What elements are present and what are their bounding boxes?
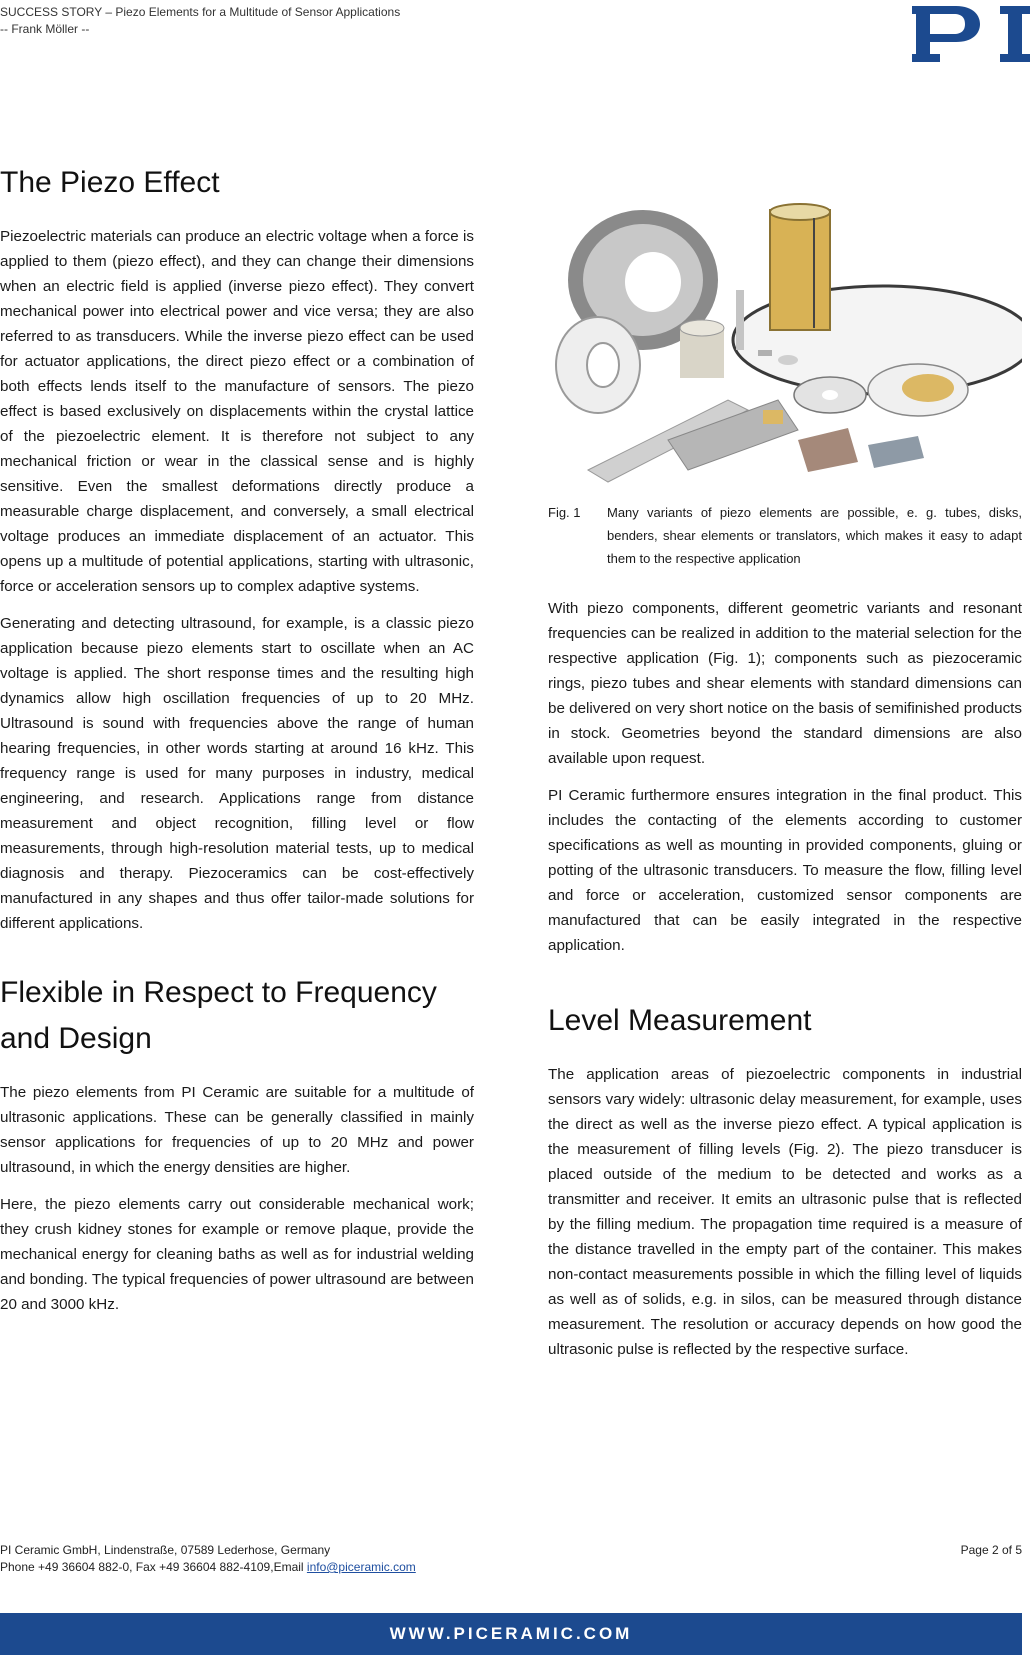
section-heading-flexible: Flexible in Respect to Frequency and Design [0, 976, 437, 1055]
page-footer [0, 1542, 1036, 1576]
right-column [548, 200, 1022, 1374]
paragraph: The application areas of piezoelectric components in industrial sensors vary widely: ultrasonic delay measurement, for example, uses the direct as well as the inverse piezo effect. A typical application is the measurement of filling levels (Fig. 2). The piezo transducer is placed outside of the medium to be detected and works as a transmitter and receiver. It emits an ultrasonic pulse that is reflected by the filling medium. The propagation time required is a measure of the distance travelled in the empty part of the container. This makes non-contact measurements possible in which the filling level of liquids as well as of solids, e.g. in silos, can be measured through distance measurement. The resolution or accuracy depends on how good the ultrasonic pulse is reflected by the respective surface. [548, 1066, 1022, 1358]
paragraph: PI Ceramic furthermore ensures integration in the final product. This includes the contacting of the elements according to customer specifications as well as mounting in provided components, gluing or potting of the ultrasonic transducers. To measure the flow, filling level and force or acceleration, customized sensor components are manufactured that can be easily integrated in the respective application. [548, 787, 1022, 954]
paragraph: With piezo components, different geometric variants and resonant frequencies can be realized in addition to the material selection for the respective application (Fig. 1); components such as piezoceramic rings, piezo tubes and shear elements with standard dimensions can be delivered on very short notice on the basis of semifinished products in stock. Geometries beyond the standard dimensions are also available upon request. [548, 600, 1022, 767]
paragraph: Piezoelectric materials can produce an electric voltage when a force is applied to them (piezo effect), and they can change their dimensions when an electric field is applied (inverse piezo effect). They convert mechanical power into electrical power and vice versa; they are also referred to as transducers. While the inverse piezo effect can be used for actuator applications, the direct piezo effect or a combination of both effects lends itself to the manufacture of sensors. The piezo effect is based exclusively on displacements within the crystal lattice of the piezoelectric element. It is therefore not subject to any mechanical friction or wear in the classical sense and is highly sensitive. Even the smallest deformations directly produce a measurable charge displacement, and conversely, a small electrical voltage produces an immediate displacement of an actuator. This opens up a multitude of potential applications, starting with ultrasonic, force or acceleration sensors up to complex adaptive systems. [0, 228, 474, 595]
page-header [0, 4, 1036, 64]
paragraph: Generating and detecting ultrasound, for example, is a classic piezo application because piezo elements start to oscillate when an AC voltage is applied. The short response times and the resulting high dynamics allow high oscillation frequencies of up to 20 MHz. Ultrasound is sound with frequencies above the range of human hearing frequencies, in other words starting at around 16 kHz. This frequency range is used for many purposes in industry, medical engineering, and research. Applications range from distance measurement and object recognition, filling level or flow measurements, through high-resolution material tests, up to medical diagnosis and therapy. Piezoceramics can be cost-effectively manufactured in any shapes and thus offer tailor-made solutions for different applications. [0, 615, 474, 932]
document-title: SUCCESS STORY – Piezo Elements for a Multitude of Sensor Applications [0, 5, 401, 19]
section-heading-piezo-effect: The Piezo Effect [0, 166, 220, 199]
paragraph: The piezo elements from PI Ceramic are suitable for a multitude of ultrasonic applications. These can be generally classified in mainly sensor applications for frequencies of up to 20 MHz and power ultrasound, in which the energy densities are higher. [0, 1084, 474, 1176]
footer-contact [0, 1559, 1036, 1576]
website-banner: WWW.PICERAMIC.COM [0, 1613, 1022, 1655]
figure-piezo-elements-image [548, 200, 1022, 490]
footer-address: PI Ceramic GmbH, Lindenstraße, 07589 Lederhose, Germany [0, 1543, 331, 1557]
footer-contact-text: Phone +49 36604 882-0, Fax +49 36604 882-4109,Email [0, 1560, 307, 1574]
section-heading-level-measurement: Level Measurement [548, 1004, 812, 1037]
figure-number: Fig. 1 [548, 505, 581, 520]
author-line: -- Frank Möller -- [0, 22, 90, 36]
left-column [0, 160, 474, 1329]
figure-caption [548, 501, 1022, 570]
pi-logo [912, 4, 1036, 64]
figure-caption-text: Many variants of piezo elements are possible, e. g. tubes, disks, benders, shear elements or translators, which makes it easy to adapt them to the respective application [607, 505, 1022, 566]
page-number: Page 2 of 5 [960, 1543, 1022, 1557]
email-link[interactable]: info@piceramic.com [306, 1560, 416, 1574]
paragraph: Here, the piezo elements carry out considerable mechanical work; they crush kidney stones for example or remove plaque, provide the mechanical energy for cleaning baths as well as for industrial welding and bonding. The typical frequencies of power ultrasound are between 20 and 3000 kHz. [0, 1196, 474, 1313]
